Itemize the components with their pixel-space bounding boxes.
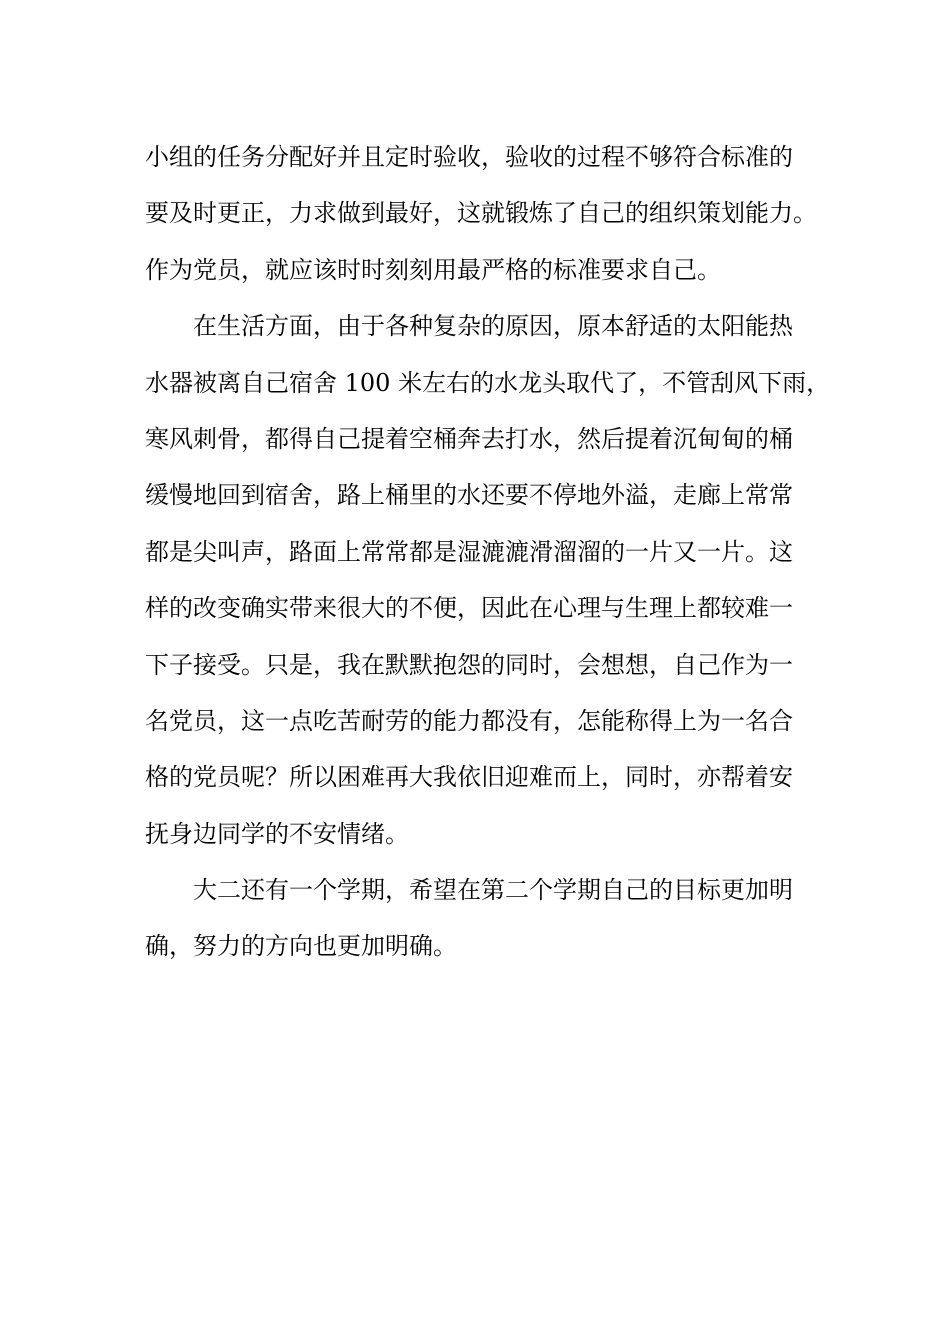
paragraph-outlook bbox=[145, 862, 817, 975]
text-line: 格的党员呢？所以困难再大我依旧迎难而上，同时，亦帮着安 bbox=[145, 763, 793, 792]
text-line: 要及时更正，力求做到最好，这就锻炼了自己的组织策划能力。 bbox=[145, 199, 817, 228]
text-line: 小组的任务分配好并且定时验收，验收的过程不够符合标准的 bbox=[145, 143, 793, 171]
text-line: 样的改变确实带来很大的不便，因此在心理与生理上都较难一 bbox=[145, 594, 793, 623]
text-line: 缓慢地回到宿舍，路上桶里的水还要不停地外溢，走廊上常常 bbox=[145, 481, 793, 510]
paragraph-daily-life bbox=[145, 298, 831, 862]
text-line: 水器被离自己宿舍 100 米左右的水龙头取代了，不管刮风下雨， bbox=[145, 368, 831, 397]
text-line: 都是尖叫声，路面上常常都是湿漉漉滑溜溜的一片又一片。这 bbox=[145, 537, 793, 566]
text-line: 在生活方面，由于各种复杂的原因，原本舒适的太阳能热 bbox=[193, 312, 793, 341]
document-body bbox=[145, 129, 831, 975]
text-line: 名党员，这一点吃苦耐劳的能力都没有，怎能称得上为一名合 bbox=[145, 706, 793, 735]
paragraph-continuation bbox=[145, 129, 817, 298]
text-line: 作为党员，就应该时时刻刻用最严格的标准要求自己。 bbox=[145, 255, 721, 284]
text-line: 抚身边同学的不安情绪。 bbox=[145, 819, 409, 848]
text-line: 大二还有一个学期，希望在第二个学期自己的目标更加明 bbox=[193, 876, 793, 905]
text-line: 寒风刺骨，都得自己提着空桶奔去打水，然后提着沉甸甸的桶 bbox=[145, 424, 793, 453]
text-line: 确，努力的方向也更加明确。 bbox=[145, 932, 457, 961]
text-line: 下子接受。只是，我在默默抱怨的同时，会想想，自己作为一 bbox=[145, 650, 793, 679]
